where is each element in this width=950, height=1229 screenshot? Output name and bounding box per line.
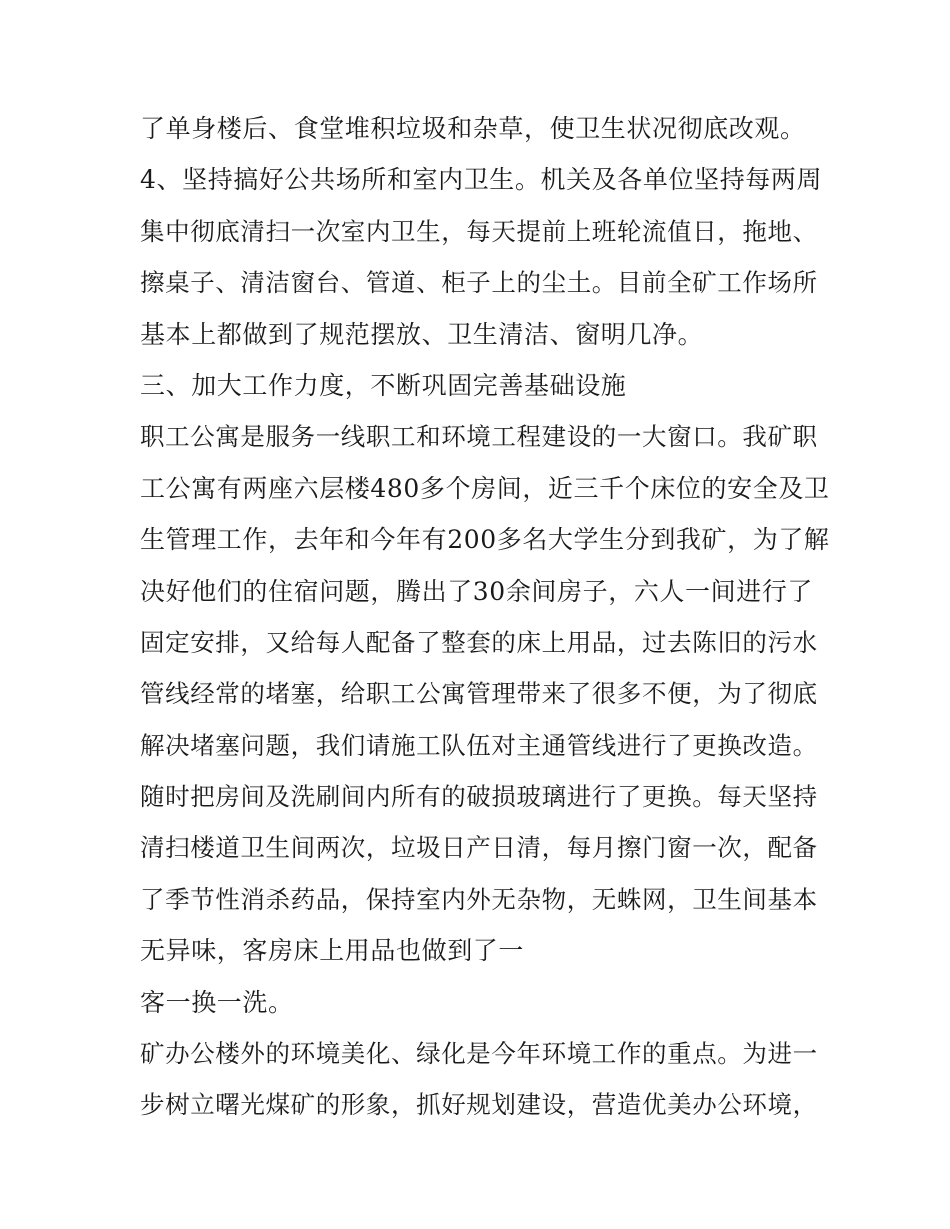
text-line-1: 了单身楼后、食堂堆积垃圾和杂草，使卫生状况彻底改观。 [140,114,806,143]
text-line-15: 清扫楼道卫生间两次，垃圾日产日清，每月擦门窗一次，配备 [140,833,818,863]
text-line-11: 固定安排，又给每人配备了整套的床上用品，过去陈旧的污水 [140,627,818,657]
text-line-19: 矿办公楼外的环境美化、绿化是今年环境工作的重点。为进一 [140,1039,818,1069]
text-line-20: 步树立曙光煤矿的形象，抓好规划建设，营造优美办公环境， [140,1090,818,1120]
text-line-10: 决好他们的住宿问题，腾出了30余间房子，六人一间进行了 [140,576,814,606]
text-line-14: 随时把房间及洗刷间内所有的破损玻璃进行了更换。每天坚持 [140,782,818,812]
text-line-3: 集中彻底清扫一次室内卫生，每天提前上班轮流值日，拖地、 [140,216,818,246]
document-body [140,103,830,1131]
text-line-17: 无异味，客房床上用品也做到了一 [140,936,525,966]
section-heading: 三、加大工作力度，不断巩固完善基础设施 [140,370,627,400]
text-line-2: 4、坚持搞好公共场所和室内卫生。机关及各单位坚持每两周 [140,165,823,195]
text-line-4: 擦桌子、清洁窗台、管道、柜子上的尘土。目前全矿工作场所 [140,268,818,298]
text-line-13: 解决堵塞问题，我们请施工队伍对主通管线进行了更换改造。 [140,730,818,760]
text-line-7: 职工公寓是服务一线职工和环境工程建设的一大窗口。我矿职 [140,422,818,452]
text-line-12: 管线经常的堵塞，给职工公寓管理带来了很多不便，为了彻底 [140,679,818,709]
text-line-8: 工公寓有两座六层楼480多个房间，近三千个床位的安全及卫 [140,473,830,503]
text-line-18: 客一换一洗。 [140,987,294,1017]
text-line-5: 基本上都做到了规范摆放、卫生清洁、窗明几净。 [140,319,704,349]
text-line-16: 了季节性消杀药品，保持室内外无杂物，无蛛网，卫生间基本 [140,884,818,914]
text-line-9: 生管理工作，去年和今年有200多名大学生分到我矿，为了解 [140,525,830,555]
